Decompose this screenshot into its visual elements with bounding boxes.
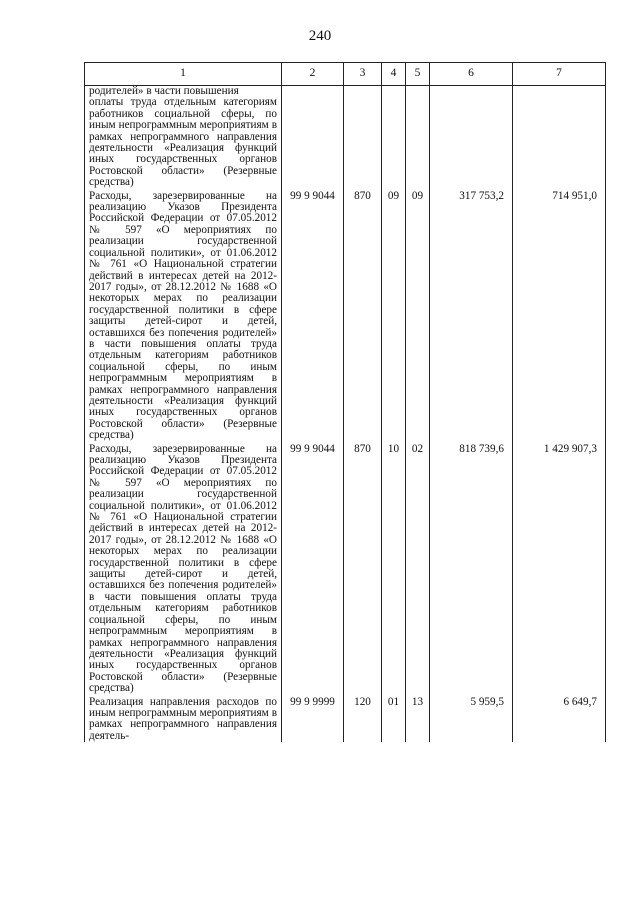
column-header: 2: [282, 63, 344, 86]
subsection-cell: [406, 86, 430, 189]
expense-name: Расходы, зарезервированные на реализацию Указов Президента Российской Федерации от 07.05.2012 № 597 «О мероприятиях по реализации государственной социальной политики», от 01.06.2012 № 761 «О Национальной стратегии действий в интересах детей на 2012-2017 годы», от 28.12.2012 № 1688 «О некоторых мерах по реализации государственной политики в сфере защиты детей-сирот и детей, оставшихся без попечения родителей» в части повышения оплаты труда отдельным категориям работников социальной сферы, по иным непрограммным мероприятиям в рамках непрограммного направления деятельности «Реализация функций иных государственных органов Ростовской области» (Резервные средства): [89, 442, 277, 695]
expense-name: Расходы, зарезервированные на реализацию Указов Президента Российской Федерации от 07.05.2012 № 597 «О мероприятиях по реализации государственной социальной политики», от 01.06.2012 № 761 «О Национальной стратегии действий в интересах детей на 2012-2017 годы», от 28.12.2012 № 1688 «О некоторых мерах по реализации государственной политики в сфере защиты детей-сирот и детей, оставшихся без попечения родителей» в части повышения оплаты труда отдельным категориям работников социальной сферы, по иным непрограммным мероприятиям в рамках непрограммного направления деятельности «Реализация функций иных государственных органов Ростовской области» (Резервные средства): [89, 189, 277, 442]
amount-year1-cell: 317 753,2: [430, 189, 513, 442]
target-code-cell: [282, 86, 344, 189]
amount-year2-cell: [513, 86, 606, 189]
amount-year1-cell: 5 959,5: [430, 695, 513, 743]
column-header: 7: [513, 63, 606, 86]
expense-name-cell: [85, 189, 282, 442]
table-header-row: [85, 63, 606, 86]
target-code-cell: 99 9 9044: [282, 442, 344, 695]
section-cell: [382, 86, 406, 189]
target-code-cell: 99 9 9044: [282, 189, 344, 442]
target-code-cell: 99 9 9999: [282, 695, 344, 743]
section-cell: 09: [382, 189, 406, 442]
expense-name: родителей» в части повышения оплаты труда отдельным категориям работников социальной сферы, по иным непрограммным мероприятиям в рамках непрограммного направления деятельности «Реализация функций иных государственных органов Ростовской области» (Резервные средства): [89, 85, 277, 189]
table-row: [85, 695, 606, 743]
amount-year2-cell: 6 649,7: [513, 695, 606, 743]
expense-name: Реализация направления расходов по иным непрограммным мероприятиям в рамках непрограммного направления деятель-: [89, 695, 277, 742]
column-header: 4: [382, 63, 406, 86]
subsection-cell: 09: [406, 189, 430, 442]
column-header: 1: [85, 63, 282, 86]
amount-year1-cell: [430, 86, 513, 189]
expense-type-cell: 870: [344, 189, 382, 442]
table-row: [85, 442, 606, 695]
expense-name-cell: [85, 442, 282, 695]
expense-type-cell: [344, 86, 382, 189]
amount-year1-cell: 818 739,6: [430, 442, 513, 695]
page-number: 240: [308, 28, 332, 44]
budget-table: [84, 62, 606, 742]
expense-name-cell: [85, 695, 282, 743]
column-header: 3: [344, 63, 382, 86]
table-row: [85, 86, 606, 189]
expense-type-cell: 870: [344, 442, 382, 695]
subsection-cell: 02: [406, 442, 430, 695]
section-cell: 10: [382, 442, 406, 695]
expense-name-cell: [85, 86, 282, 189]
expense-type-cell: 120: [344, 695, 382, 743]
amount-year2-cell: 714 951,0: [513, 189, 606, 442]
amount-year2-cell: 1 429 907,3: [513, 442, 606, 695]
section-cell: 01: [382, 695, 406, 743]
column-header: 5: [406, 63, 430, 86]
table-row: [85, 189, 606, 442]
column-header: 6: [430, 63, 513, 86]
subsection-cell: 13: [406, 695, 430, 743]
